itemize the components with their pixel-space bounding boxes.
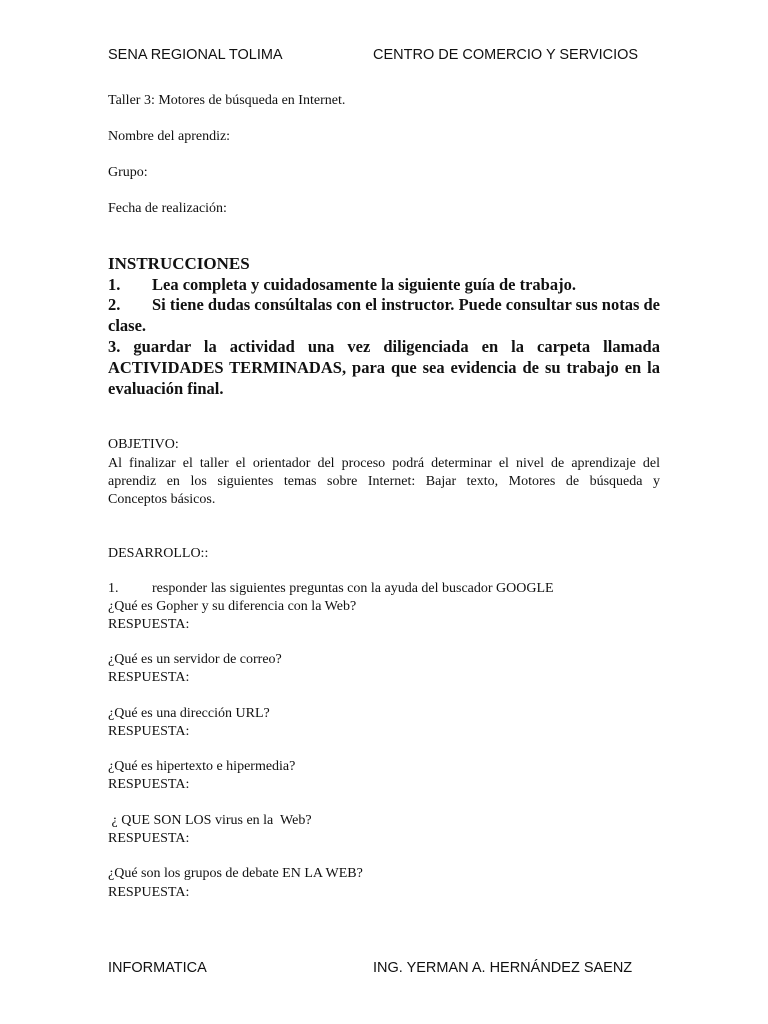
- instruction-3-line-1: 3. guardar la actividad una vez diligenciada en la carpeta llamada: [108, 337, 660, 356]
- question-3: ¿Qué es una dirección URL?: [108, 706, 270, 721]
- group-label: Grupo:: [108, 165, 148, 180]
- instruction-3-line-2: ACTIVIDADES TERMINADAS, para que sea evidencia de su trabajo en la: [108, 358, 660, 377]
- question-1: ¿Qué es Gopher y su diferencia con la Web?: [108, 599, 357, 614]
- answer-label-5: RESPUESTA:: [108, 831, 190, 846]
- answer-label-3: RESPUESTA:: [108, 724, 190, 739]
- instructions-title: INSTRUCCIONES: [108, 254, 250, 273]
- workshop-title: Taller 3: Motores de búsqueda en Internet.: [108, 93, 346, 108]
- question-6: ¿Qué son los grupos de debate EN LA WEB?: [108, 866, 363, 881]
- answer-label-6: RESPUESTA:: [108, 885, 190, 900]
- question-5: ¿ QUE SON LOS virus en la Web?: [108, 813, 312, 828]
- instruction-2-number: 2.: [108, 295, 121, 314]
- objective-line-1: Al finalizar el taller el orientador del proceso podrá determinar el nivel de aprendizaje del: [108, 456, 660, 471]
- header-left: SENA REGIONAL TOLIMA: [108, 47, 283, 63]
- header-right: CENTRO DE COMERCIO Y SERVICIOS: [373, 47, 639, 63]
- date-label: Fecha de realización:: [108, 201, 227, 216]
- instruction-1-number: 1.: [108, 275, 121, 294]
- instruction-1-text: Lea completa y cuidadosamente la siguiente guía de trabajo.: [152, 275, 576, 294]
- instruction-3-line-3: evaluación final.: [108, 379, 224, 398]
- development-intro-text: responder las siguientes preguntas con la ayuda del buscador GOOGLE: [152, 581, 554, 596]
- student-name-label: Nombre del aprendiz:: [108, 129, 231, 144]
- answer-label-4: RESPUESTA:: [108, 777, 190, 792]
- question-2: ¿Qué es un servidor de correo?: [108, 652, 282, 667]
- footer-right: ING. YERMAN A. HERNÁNDEZ SAENZ: [373, 960, 633, 976]
- development-intro-number: 1.: [108, 581, 119, 596]
- footer-left: INFORMATICA: [108, 960, 207, 976]
- development-title: DESARROLLO::: [108, 546, 209, 561]
- objective-title: OBJETIVO:: [108, 437, 179, 452]
- objective-line-2: aprendiz en los siguientes temas sobre Internet: Bajar texto, Motores de búsqueda y: [108, 474, 660, 489]
- answer-label-1: RESPUESTA:: [108, 617, 190, 632]
- instruction-2-line-2: clase.: [108, 316, 147, 335]
- objective-line-3: Conceptos básicos.: [108, 492, 216, 507]
- question-4: ¿Qué es hipertexto e hipermedia?: [108, 759, 296, 774]
- answer-label-2: RESPUESTA:: [108, 670, 190, 685]
- instruction-2-line-1: Si tiene dudas consúltalas con el instructor. Puede consultar sus notas de: [152, 295, 660, 314]
